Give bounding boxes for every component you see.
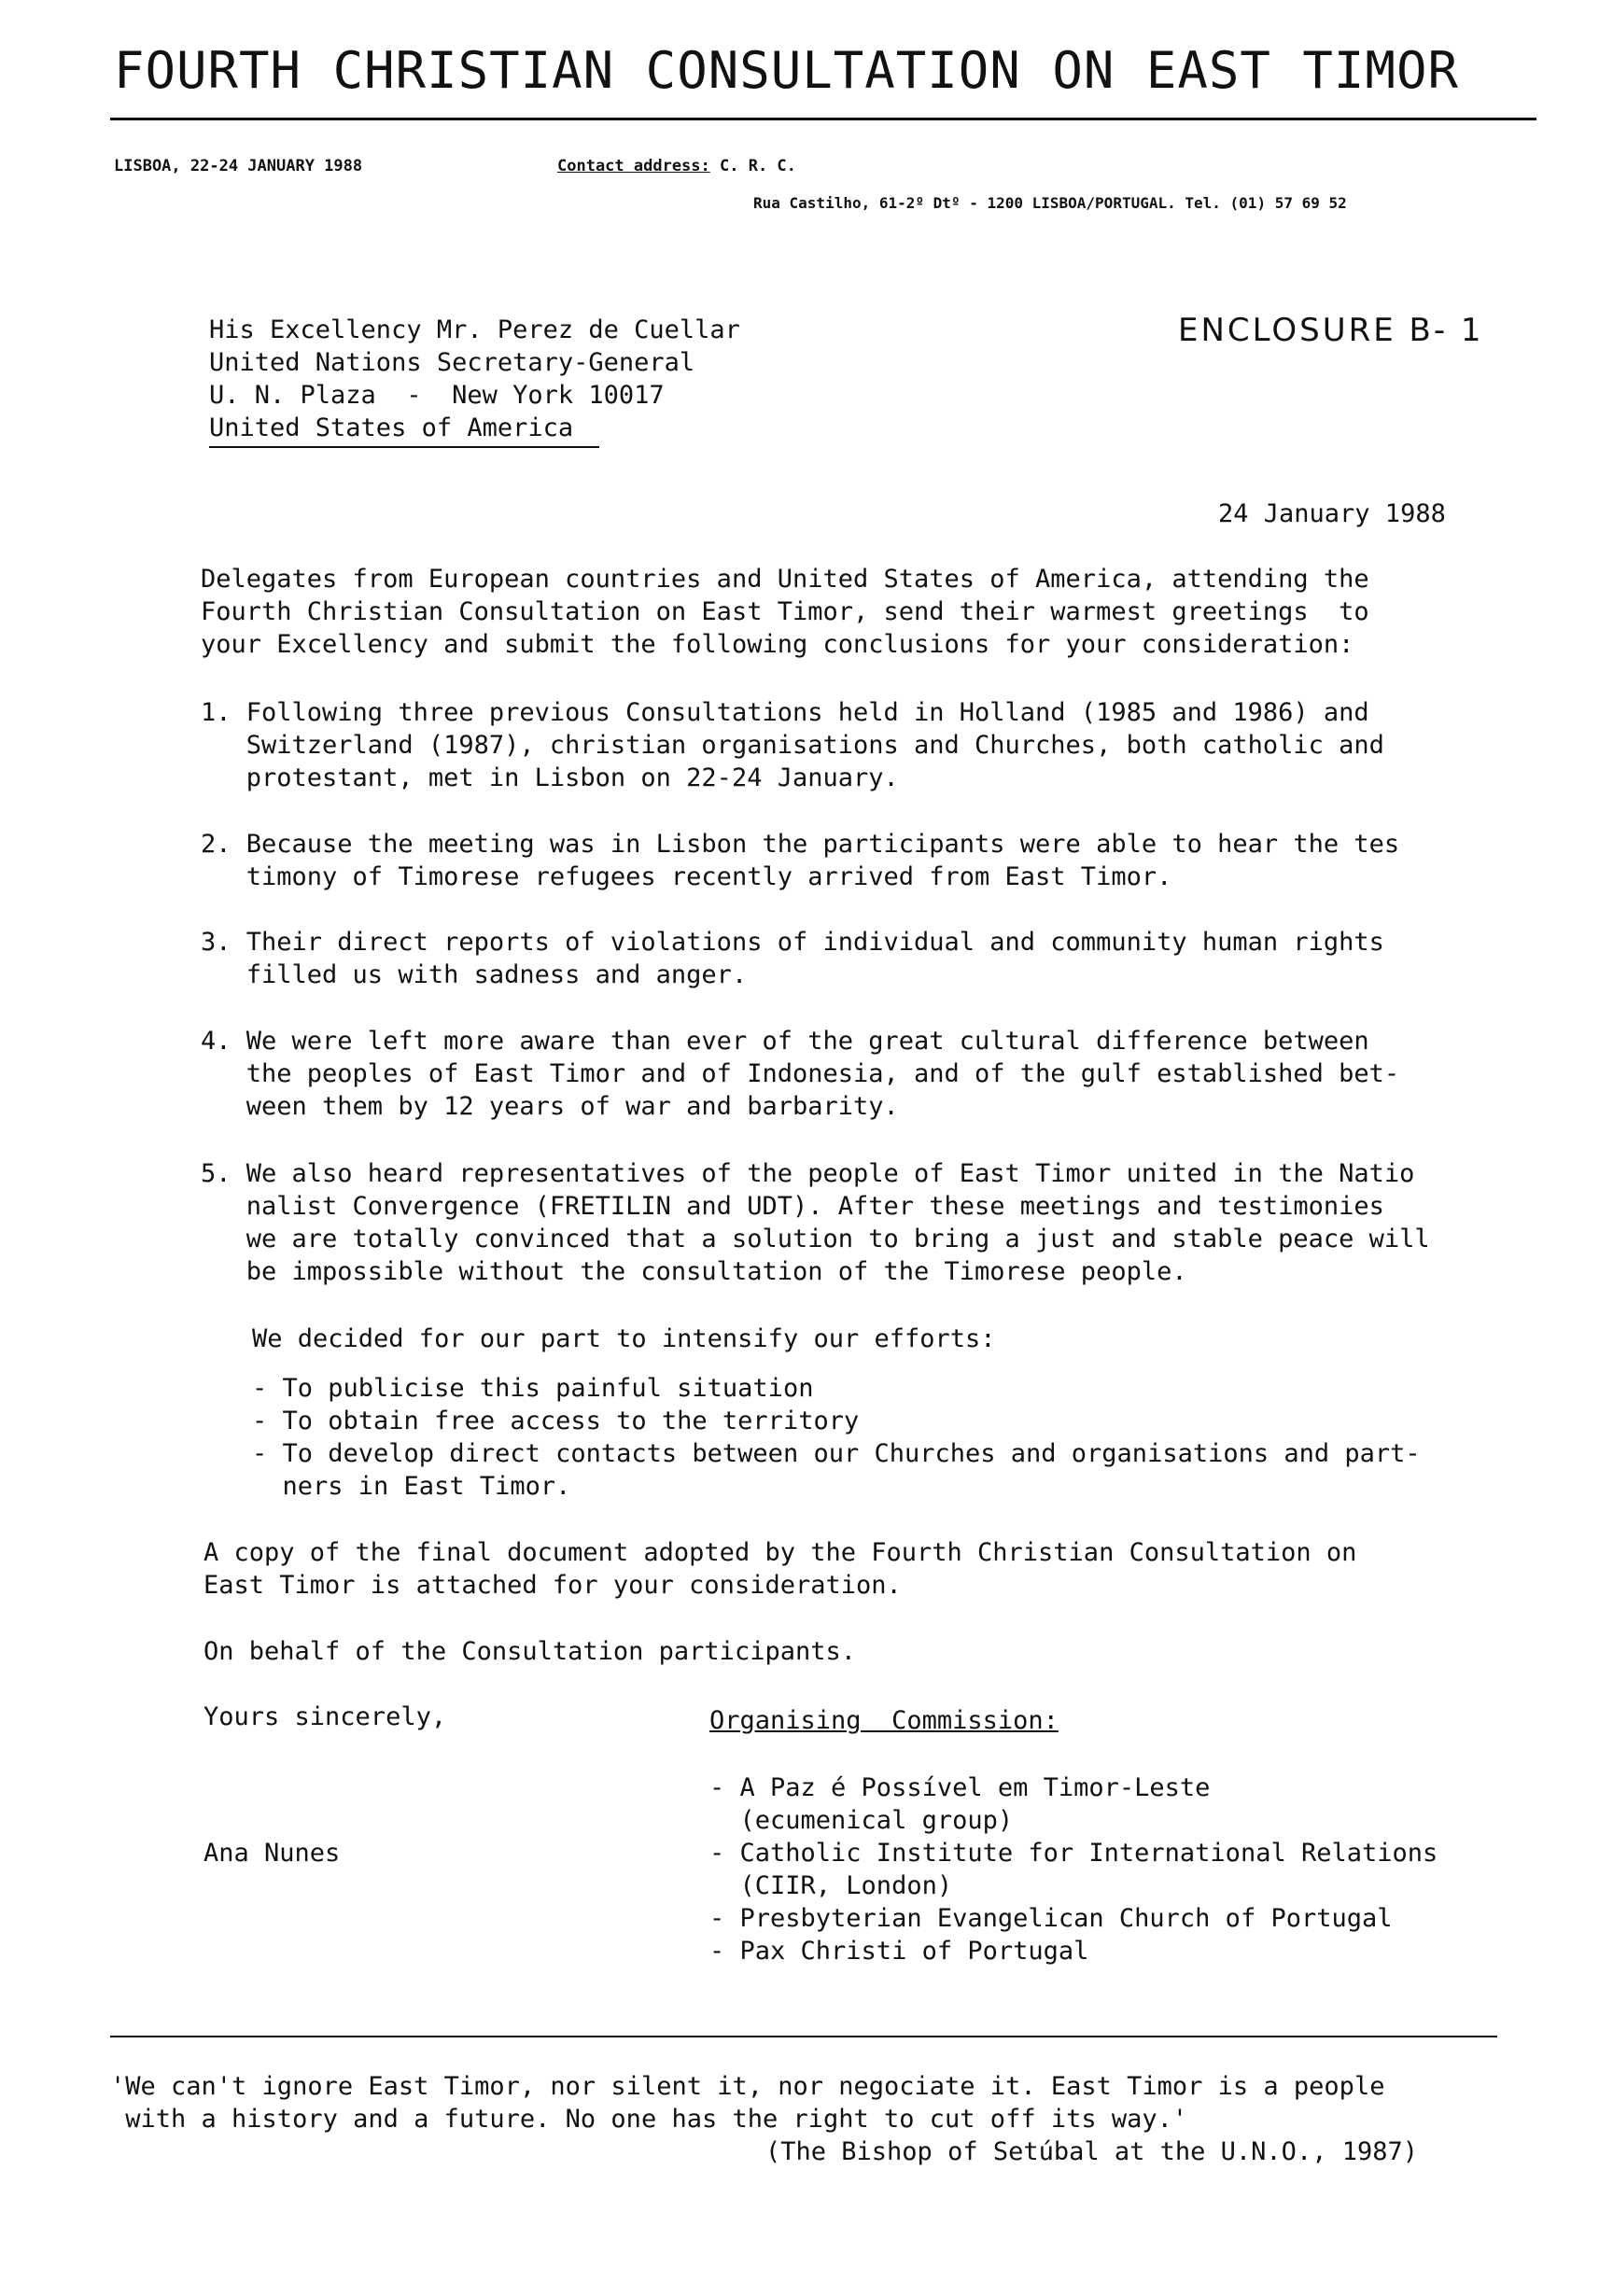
enclosure-mark: ENCLOSURE B- 1: [1178, 312, 1484, 349]
point-4-line: ween them by 12 years of war and barbarity.: [201, 1092, 899, 1121]
point-5-line: be impossible without the consultation of the Timorese people.: [201, 1257, 1187, 1286]
effort-item: - To publicise this painful situation: [252, 1374, 814, 1403]
intro-line: Delegates from European countries and United States of America, attending the: [201, 565, 1369, 594]
contact-label: Contact address:: [557, 157, 710, 175]
behalf-line: On behalf of the Consultation participants.: [203, 1637, 856, 1666]
contact-line: [557, 156, 796, 176]
footer-quote-line: with a history and a future. No one has the right to cut off its way.': [110, 2105, 1188, 2134]
recipient-line: United Nations Secretary-General: [209, 348, 695, 377]
footer-rule: [110, 2036, 1497, 2037]
point-2-line: timony of Timorese refugees recently arrived from East Timor.: [201, 862, 1172, 891]
commission-member: - A Paz é Possível em Timor-Leste: [709, 1773, 1211, 1802]
effort-item: ners in East Timor.: [252, 1472, 571, 1501]
point-1-line: Switzerland (1987), christian organisations and Churches, both catholic and: [201, 731, 1384, 760]
contact-address: Rua Castilho, 61-2º Dtº - 1200 LISBOA/PORTUGAL. Tel. (01) 57 69 52: [753, 194, 1347, 212]
point-3-line: filled us with sadness and anger.: [201, 960, 748, 989]
recipient-underline: [209, 446, 599, 448]
commission-heading: Organising Commission:: [709, 1706, 1059, 1735]
intro-line: Fourth Christian Consultation on East Timor, send their warmest greetings to: [201, 597, 1369, 626]
attached-line: A copy of the final document adopted by the Fourth Christian Consultation on: [203, 1538, 1357, 1567]
point-5-line: we are totally convinced that a solution to bring a just and stable peace will: [201, 1225, 1430, 1253]
title-rule: [110, 118, 1536, 120]
point-2-line: 2. Because the meeting was in Lisbon the participants were able to hear the tes: [201, 830, 1400, 859]
commission-member: - Catholic Institute for International Relations: [709, 1839, 1438, 1868]
efforts-intro: We decided for our part to intensify our efforts:: [252, 1324, 996, 1353]
point-1-line: 1. Following three previous Consultations held in Holland (1985 and 1986) and: [201, 698, 1369, 727]
point-4-line: 4. We were left more aware than ever of the great cultural difference between: [201, 1027, 1369, 1056]
point-5-line: 5. We also heard representatives of the people of East Timor united in the Natio: [201, 1159, 1415, 1188]
place-and-date: LISBOA, 22-24 JANUARY 1988: [114, 157, 363, 175]
point-5-line: nalist Convergence (FRETILIN and UDT). After these meetings and testimonies: [201, 1192, 1384, 1221]
attached-line: East Timor is attached for your consideration.: [203, 1571, 902, 1600]
commission-member: (ecumenical group): [709, 1806, 1014, 1835]
footer-quote-line: 'We can't ignore East Timor, nor silent it, nor negociate it. East Timor is a people: [110, 2072, 1385, 2101]
effort-item: - To develop direct contacts between our Churches and organisations and part-: [252, 1439, 1421, 1468]
intro-line: your Excellency and submit the following conclusions for your consideration:: [201, 630, 1354, 659]
closing: Yours sincerely,: [203, 1702, 447, 1731]
recipient-line: United States of America: [209, 413, 574, 442]
commission-member: - Presbyterian Evangelican Church of Portugal: [709, 1904, 1393, 1933]
contact-org: C. R. C.: [720, 157, 796, 175]
point-3-line: 3. Their direct reports of violations of individual and community human rights: [201, 928, 1384, 957]
letter-date: 24 January 1988: [1218, 499, 1446, 528]
point-1-line: protestant, met in Lisbon on 22-24 January.: [201, 763, 899, 792]
signatory: Ana Nunes: [203, 1839, 341, 1868]
point-4-line: the peoples of East Timor and of Indonesia, and of the gulf established bet-: [201, 1059, 1400, 1088]
document-title: FOURTH CHRISTIAN CONSULTATION ON EAST TIMOR: [114, 41, 1459, 100]
recipient-line: His Excellency Mr. Perez de Cuellar: [209, 315, 740, 344]
effort-item: - To obtain free access to the territory: [252, 1407, 860, 1435]
commission-member: - Pax Christi of Portugal: [709, 1937, 1089, 1966]
recipient-line: U. N. Plaza - New York 10017: [209, 381, 665, 410]
footer-quote-attribution: (The Bishop of Setúbal at the U.N.O., 1987): [765, 2137, 1418, 2166]
commission-member: (CIIR, London): [709, 1871, 953, 1900]
